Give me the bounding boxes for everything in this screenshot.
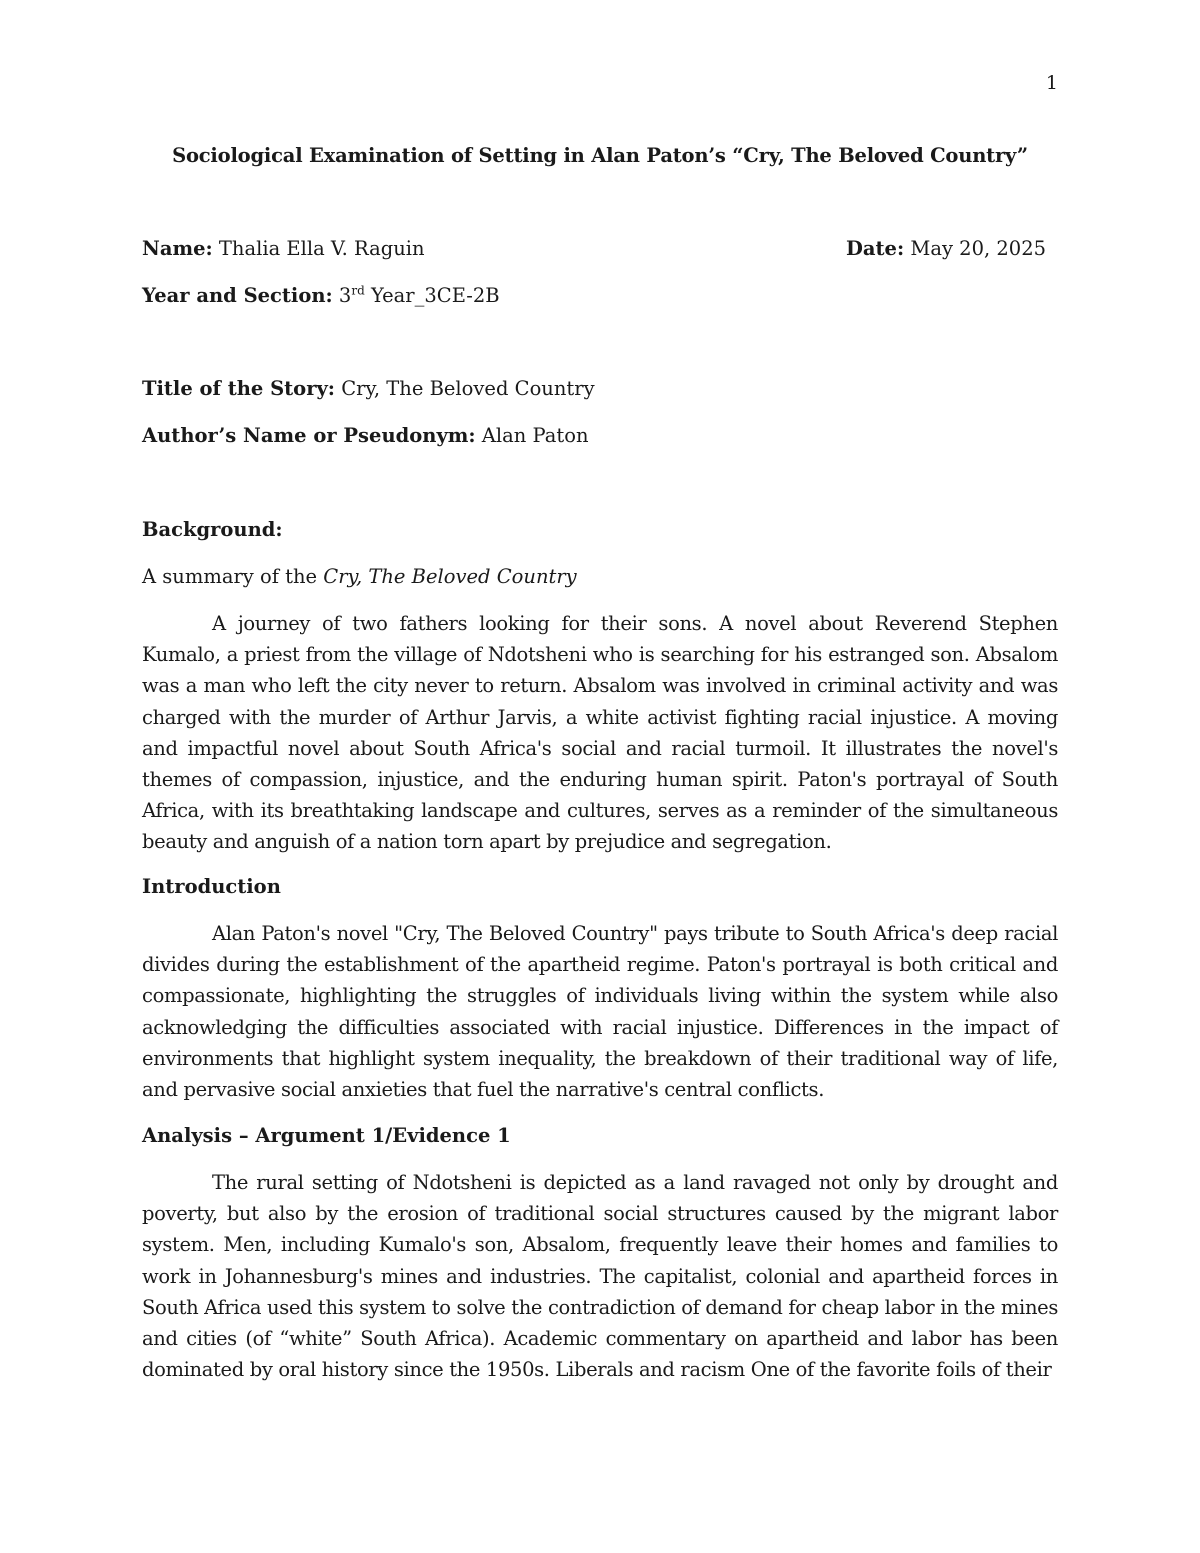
name-value: Thalia Ella V. Raguin [212,237,425,260]
year-section-field [142,284,500,307]
page-number: 1 [1045,72,1058,94]
summary-prefix: A summary of the [142,565,324,588]
background-heading: Background: [142,518,283,541]
year-section-label: Year and Section: [142,284,333,307]
story-title-label: Title of the Story: [142,377,335,400]
summary-book-title: Cry, The Beloved Country [323,565,577,588]
analysis-paragraph: The rural setting of Ndotsheni is depicted as a land ravaged not only by drought and poverty, but also by the erosion of traditional social structures caused by the migrant labor system. Men, including Kumalo's son, Absalom, frequently leave their homes and families to work in Johannesburg's mines and industries. The capitalist, colonial and apartheid forces in South Africa used this system to solve the contradiction of demand for cheap labor in the mines and cities (of “white” South Africa). Academic commentary on apartheid and labor has been dominated by oral history since the 1950s. Liberals and racism One of the favorite foils of their [142,1171,1058,1382]
analysis-heading: Analysis – Argument 1/Evidence 1 [142,1124,511,1147]
story-title-field [142,377,595,400]
story-title-value: Cry, The Beloved Country [335,377,595,400]
year-value-suffix: Year_3CE-2B [364,284,500,307]
introduction-paragraph: Alan Paton's novel "Cry, The Beloved Country" pays tribute to South Africa's deep racial divides during the establishment of the apartheid regime. Paton's portrayal is both critical and compassionate, highlighting the struggles of individuals living within the system while also acknowledging the difficulties associated with racial injustice. Differences in the impact of environments that highlight system inequality, the breakdown of their traditional way of life, and pervasive social anxieties that fuel the narrative's central conflicts. [142,922,1058,1102]
name-field [142,237,425,260]
date-label: Date: [846,237,905,260]
introduction-heading: Introduction [142,875,281,898]
summary-line [142,565,577,588]
background-paragraph: A journey of two fathers looking for their sons. A novel about Reverend Stephen Kumalo, a priest from the village of Ndotsheni who is searching for his estranged son. Absalom was a man who left the city never to return. Absalom was involved in criminal activity and was charged with the murder of Arthur Jarvis, a white activist fighting racial injustice. A moving and impactful novel about South Africa's social and racial turmoil. It illustrates the novel's themes of compassion, injustice, and the enduring human spirit. Paton's portrayal of South Africa, with its breathtaking landscape and cultures, serves as a reminder of the simultaneous beauty and anguish of a nation torn apart by prejudice and segregation. [142,612,1058,854]
name-label: Name: [142,237,213,260]
year-value-prefix: 3 [332,284,352,307]
date-value: May 20, 2025 [904,237,1047,260]
year-value-ordinal: rd [351,283,365,298]
date-field [846,237,1046,260]
document-title: Sociological Examination of Setting in Alan Paton’s “Cry, The Beloved Country” [172,144,1028,167]
author-field [142,424,589,447]
author-value: Alan Paton [475,424,589,447]
author-label: Author’s Name or Pseudonym: [142,424,476,447]
